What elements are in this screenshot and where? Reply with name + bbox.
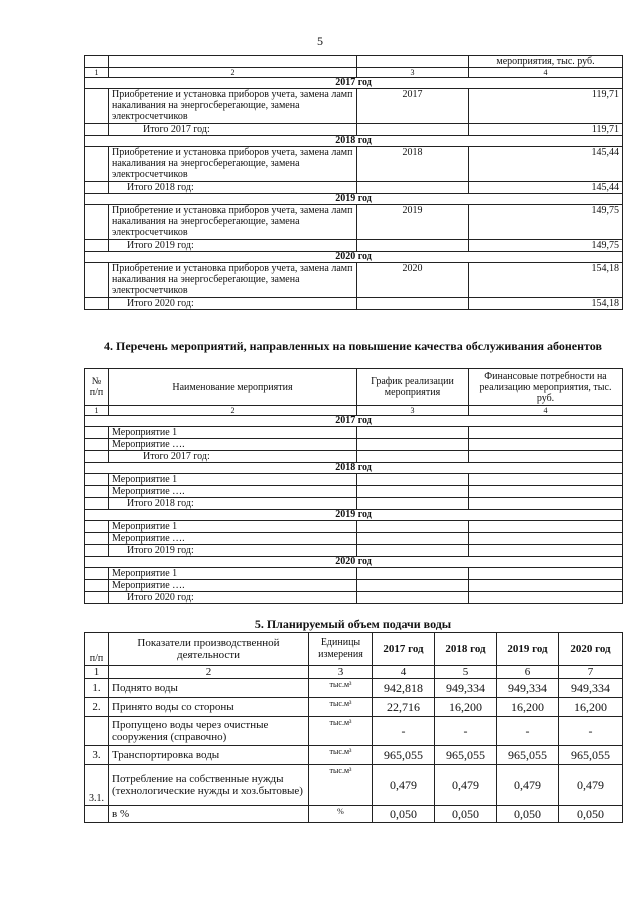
unit: % [309,806,373,823]
value: 965,055 [497,746,559,765]
col-number: 1 [85,666,109,679]
row-number [85,806,109,823]
row-number [85,717,109,746]
total-value: 154,18 [469,298,623,310]
column-numbers-row [85,406,623,416]
indicator-name: в % [109,806,309,823]
header-number: № п/п [85,369,109,406]
table-row [85,533,623,545]
table-row [85,746,623,765]
total-row [85,240,623,252]
year-header: 2018 год [85,463,623,474]
page-number: 5 [317,34,323,48]
column-numbers-row [85,68,623,78]
total-row [85,182,623,194]
table-row [85,568,623,580]
value: 16,200 [435,698,497,717]
measure-name: Приобретение и установка приборов учета, замена ламп накаливания на энергосберегающие, замена электросчетчиков [109,89,357,124]
total-label: Итого 2018 год: [109,182,357,194]
col-number: 3 [309,666,373,679]
col-number: 2 [109,666,309,679]
measure-name: Мероприятие …. [109,439,357,451]
value: 949,334 [435,679,497,698]
header-year: 2017 год [373,633,435,666]
indicator-name: Транспортировка воды [109,746,309,765]
table-row [85,679,623,698]
total-label: Итого 2019 год: [109,240,357,252]
table-row [85,439,623,451]
column-numbers-row [85,666,623,679]
measure-name: Мероприятие 1 [109,474,357,486]
total-label: Итого 2020 год: [109,298,357,310]
total-label: Итого 2017 год: [109,451,357,463]
col-number: 2 [109,406,357,416]
total-row [85,124,623,136]
col-number: 4 [469,406,623,416]
value: 0,479 [497,765,559,806]
value: 16,200 [559,698,623,717]
table-row [85,580,623,592]
total-row [85,545,623,557]
value: 965,055 [559,746,623,765]
col-number: 1 [85,68,109,78]
table-header-row [85,56,623,68]
measure-value: 145,44 [469,147,623,182]
year-header: 2020 год [85,557,623,568]
unit: тыс.м³ [309,679,373,698]
value: 965,055 [435,746,497,765]
value: 22,716 [373,698,435,717]
header-year: 2018 год [435,633,497,666]
measure-name: Мероприятие 1 [109,427,357,439]
header-col4: мероприятия, тыс. руб. [469,56,623,68]
indicator-name: Поднято воды [109,679,309,698]
indicator-name: Пропущено воды через очистные сооружения (справочно) [109,717,309,746]
table-row [85,486,623,498]
measure-schedule: 2020 [357,263,469,298]
value: 965,055 [373,746,435,765]
col-number: 4 [373,666,435,679]
measure-name: Мероприятие …. [109,533,357,545]
unit: тыс.м³ [309,717,373,746]
table-row [85,147,623,182]
col-number: 4 [469,68,623,78]
year-header: 2017 год [85,78,623,89]
energy-measures-table [84,55,623,310]
value: 0,479 [373,765,435,806]
total-label: Итого 2020 год: [109,592,357,604]
value: 0,479 [559,765,623,806]
measure-value: 154,18 [469,263,623,298]
col-number: 7 [559,666,623,679]
table-row [85,205,623,240]
year-header: 2017 год [85,416,623,427]
unit: тыс.м³ [309,765,373,806]
value: - [373,717,435,746]
section5-title: 5. Планируемый объем подачи воды [254,617,452,631]
total-row [85,592,623,604]
table-row [85,717,623,746]
header-year: 2019 год [497,633,559,666]
row-number: 2. [85,698,109,717]
header-unit: Единицы измерения [309,633,373,666]
col-number: 5 [435,666,497,679]
col-number: 2 [109,68,357,78]
year-header: 2019 год [85,510,623,521]
table-row [85,427,623,439]
value: 0,050 [435,806,497,823]
measure-value: 119,71 [469,89,623,124]
header-name: Наименование мероприятия [109,369,357,406]
table-row [85,521,623,533]
indicator-name: Принято воды со стороны [109,698,309,717]
measure-name: Приобретение и установка приборов учета, замена ламп накаливания на энергосберегающие, замена электросчетчиков [109,205,357,240]
header-year: 2020 год [559,633,623,666]
value: 0,050 [373,806,435,823]
measure-name: Мероприятие 1 [109,568,357,580]
value: 16,200 [497,698,559,717]
table-row [85,89,623,124]
value: 949,334 [559,679,623,698]
measure-schedule: 2019 [357,205,469,240]
header-finance: Финансовые потребности на реализацию мероприятия, тыс. руб. [469,369,623,406]
value: 0,050 [497,806,559,823]
service-measures-table [84,368,623,604]
total-label: Итого 2019 год: [109,545,357,557]
col-number: 3 [357,68,469,78]
measure-value: 149,75 [469,205,623,240]
value: - [559,717,623,746]
table-row [85,698,623,717]
unit: тыс.м³ [309,746,373,765]
total-row [85,451,623,463]
col-number: 3 [357,406,469,416]
value: - [435,717,497,746]
row-number: 3.1. [85,765,109,806]
unit: тыс.м³ [309,698,373,717]
col-number: 1 [85,406,109,416]
measure-schedule: 2017 [357,89,469,124]
col-number: 6 [497,666,559,679]
year-header: 2018 год [85,136,623,147]
year-header: 2019 год [85,194,623,205]
table-row [85,263,623,298]
measure-name: Мероприятие …. [109,580,357,592]
total-value: 149,75 [469,240,623,252]
header-schedule: График реализации мероприятия [357,369,469,406]
measure-schedule: 2018 [357,147,469,182]
section4-title: 4. Перечень мероприятий, направленных на повышение качества обслуживания абонентов [104,339,602,353]
measure-name: Приобретение и установка приборов учета, замена ламп накаливания на энергосберегающие, замена электросчетчиков [109,263,357,298]
table-header-row [85,633,623,666]
table-header-row [85,369,623,406]
water-supply-table [84,632,623,823]
value: 949,334 [497,679,559,698]
table-row [85,806,623,823]
total-row [85,298,623,310]
total-label: Итого 2018 год: [109,498,357,510]
year-header: 2020 год [85,252,623,263]
measure-name: Мероприятие 1 [109,521,357,533]
value: 942,818 [373,679,435,698]
header-indicator: Показатели производственной деятельности [109,633,309,666]
indicator-name: Потребление на собственные нужды (технологические нужды и хоз.бытовые) [109,765,309,806]
measure-name: Приобретение и установка приборов учета, замена ламп накаливания на энергосберегающие, замена электросчетчиков [109,147,357,182]
value: 0,479 [435,765,497,806]
row-number: 3. [85,746,109,765]
table-row [85,474,623,486]
total-value: 119,71 [469,124,623,136]
total-row [85,498,623,510]
total-value: 145,44 [469,182,623,194]
total-label: Итого 2017 год: [109,124,357,136]
table-row [85,765,623,806]
value: 0,050 [559,806,623,823]
row-number: 1. [85,679,109,698]
header-number: п/п [85,633,109,666]
measure-name: Мероприятие …. [109,486,357,498]
value: - [497,717,559,746]
